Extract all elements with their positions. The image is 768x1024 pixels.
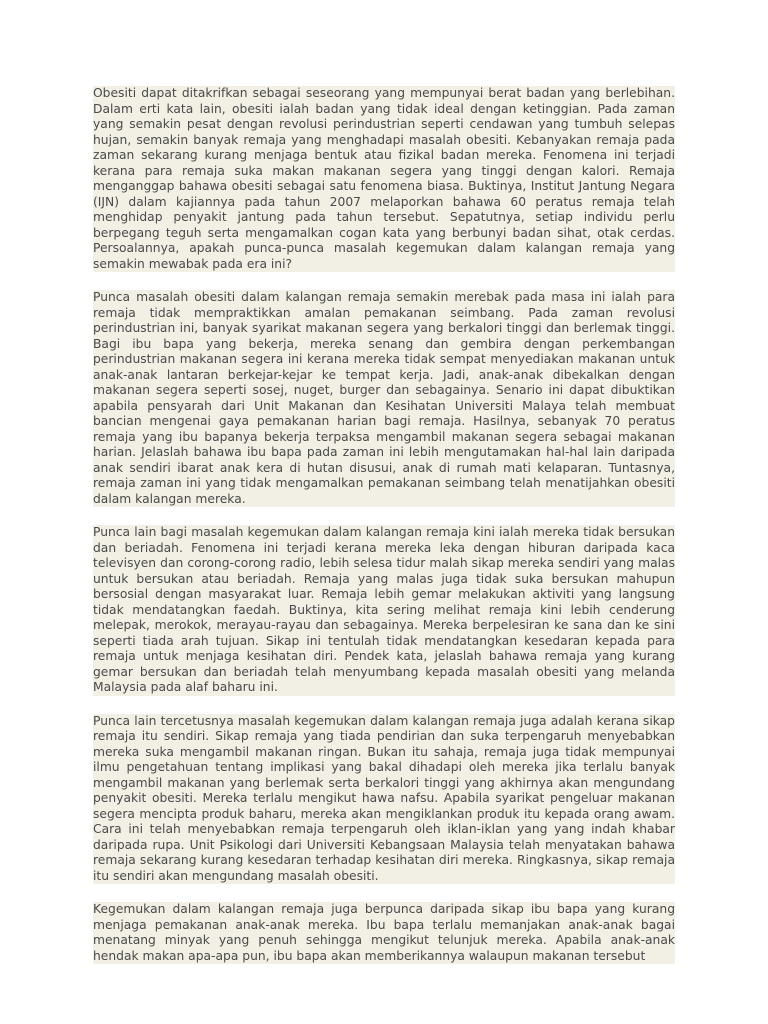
paragraph-introduction: Obesiti dapat ditakrifkan sebagai seseorang yang mempunyai berat badan yang berlebihan. Dalam erti kata lain, obesiti ialah badan yang tidak ideal dengan ketinggian. Pada zaman yang semakin pesat dengan revolusi perindustrian seperti cendawan yang tumbuh selepas hujan, semakin banyak remaja yang menghadapi masalah obesiti. Kebanyakan remaja pada zaman sekarang kurang menjaga bentuk atau fizikal badan mereka. Fenomena ini terjadi kerana para remaja suka makan makanan segera yang tinggi dengan kalori. Remaja menganggap bahawa obesiti sebagai satu fenomena biasa. Buktinya, Institut Jantung Negara (IJN) dalam kajiannya pada tahun 2007 melaporkan bahawa 60 peratus remaja telah menghidap penyakit jantung pada tahun tersebut. Sepatutnya, setiap individu perlu berpegang teguh serta mengamalkan cogan kata yang berbunyi badan sihat, otak cerdas. Persoalannya, apakah punca-punca masalah kegemukan dalam kalangan remaja yang semakin mewabak pada era ini? [93,86,675,271]
paragraph-parents: Kegemukan dalam kalangan remaja juga berpunca daripada sikap ibu bapa yang kurang menjaga pemakanan anak-anak mereka. Ibu bapa terlalu memanjakan anak-anak bagai menatang minyak yang penuh sehingga mengikut telunjuk mereka. Apabila anak-anak hendak makan apa-apa pun, ibu bapa akan memberikannya walaupun makanan tersebut [93,902,675,963]
paragraph-balanced-diet: Punca masalah obesiti dalam kalangan remaja semakin merebak pada masa ini ialah para remaja tidak mempraktikkan amalan pemakanan seimbang. Pada zaman revolusi perindustrian ini, banyak syarikat makanan segera yang berkalori tinggi dan berlemak tinggi. Bagi ibu bapa yang bekerja, mereka senang dan gembira dengan perkembangan perindustrian makanan segera ini kerana mereka tidak sempat menyediakan makanan untuk anak-anak lantaran berkejar-kejar ke tempat kerja. Jadi, anak-anak dibekalkan dengan makanan segera seperti sosej, nuget, burger dan sebagainya. Senario ini dapat dibuktikan apabila pensyarah dari Unit Makanan dan Kesihatan Universiti Malaya telah membuat bancian mengenai gaya pemakanan harian bagi remaja. Hasilnya, sebanyak 70 peratus remaja yang ibu bapanya bekerja terpaksa mengambil makanan segera sebagai makanan harian. Jelaslah bahawa ibu bapa pada zaman ini lebih mengutamakan hal-hal lain daripada anak sendiri ibarat anak kera di hutan disusui, anak di rumah mati kelaparan. Tuntasnya, remaja zaman ini yang tidak mengamalkan pemakanan seimbang telah menatijahkan obesiti dalam kalangan mereka. [93,290,675,506]
essay-body [93,86,675,964]
paragraph-teen-attitude: Punca lain tercetusnya masalah kegemukan dalam kalangan remaja juga adalah kerana sikap remaja itu sendiri. Sikap remaja yang tiada pendirian dan suka terpengaruh menyebabkan mereka suka mengambil makanan ringan. Bukan itu sahaja, remaja juga tidak mempunyai ilmu pengetahuan tentang implikasi yang bakal dihadapi oleh mereka jika terlalu banyak mengambil makanan yang berlemak serta berkalori tinggi yang akhirnya akan mengundang penyakit obesiti. Mereka terlalu mengikut hawa nafsu. Apabila syarikat pengeluar makanan segera mencipta produk baharu, mereka akan mengiklankan produk itu kepada orang awam. Cara ini telah menyebabkan remaja terpengaruh oleh iklan-iklan yang yang indah khabar daripada rupa. Unit Psikologi dari Universiti Kebangsaan Malaysia telah menyatakan bahawa remaja sekarang kurang kesedaran terhadap kesihatan diri mereka. Ringkasnya, sikap remaja itu sendiri akan mengundang masalah obesiti. [93,713,675,883]
paragraph-exercise: Punca lain bagi masalah kegemukan dalam kalangan remaja kini ialah mereka tidak bersukan dan beriadah. Fenomena ini terjadi kerana mereka leka dengan hiburan daripada kaca televisyen dan corong-corong radio, lebih selesa tidur malah sikap mereka sendiri yang malas untuk bersukan atau beriadah. Remaja yang malas juga tidak suka bersukan mahupun bersosial dengan masyarakat luar. Remaja lebih gemar melakukan aktiviti yang langsung tidak mendatangkan faedah. Buktinya, kita sering melihat remaja kini lebih cenderung melepak, merokok, merayau-rayau dan sebagainya. Mereka berpelesiran ke sana dan ke sini seperti tiada arah tujuan. Sikap ini tentulah tidak mendatangkan kesedaran kepada para remaja untuk menjaga kesihatan diri. Pendek kata, jelaslah bahawa remaja yang kurang gemar bersukan dan beriadah telah menyumbang kepada masalah obesiti yang melanda Malaysia pada alaf baharu ini. [93,525,675,694]
